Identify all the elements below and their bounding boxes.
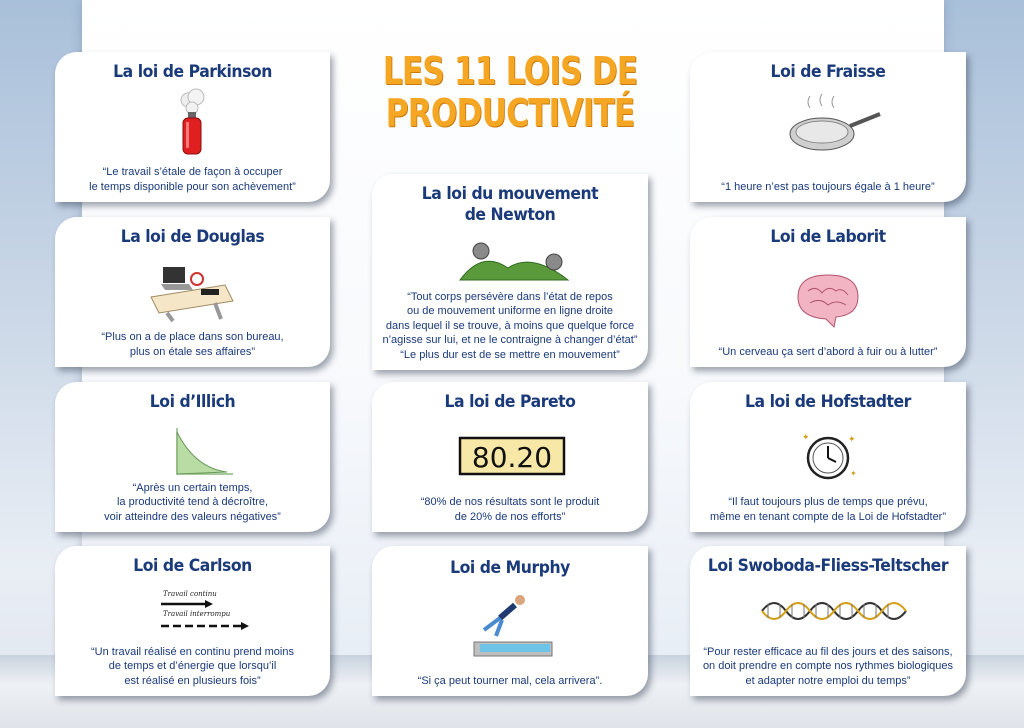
page-title-line1: LES 11 LOIS DE	[382, 49, 638, 93]
card-laborit	[690, 217, 966, 367]
svg-text:✦: ✦	[848, 434, 856, 444]
card-quote: “1 heure n’est pas toujours égale à 1 heure”	[721, 180, 935, 193]
clock-icon	[690, 426, 966, 486]
card-quote: “Pour rester efficace au fil des jours et des saisons, on doit prendre en compte nos rythmes biologiques et adapter notre emploi du temps”	[702, 645, 954, 687]
hills-boulders-icon	[372, 236, 648, 284]
card-title	[383, 184, 637, 226]
brain-icon	[690, 267, 966, 329]
card-title: Loi de Carlson	[133, 556, 252, 576]
card-carlson	[55, 546, 330, 696]
card-title: La loi de Parkinson	[113, 62, 272, 82]
card-illich	[55, 382, 330, 532]
card-murphy	[372, 546, 648, 696]
card-title: Loi de Murphy	[450, 558, 570, 578]
arrow-label-continu: Travail continu	[163, 590, 217, 598]
card-title-line1: La loi du mouvement	[421, 184, 599, 204]
card-quote: “Un cerveau ça sert d’abord à fuir ou à lutter”	[718, 345, 938, 358]
card-title: La loi de Douglas	[120, 227, 265, 247]
pareto-box-label: 80.20	[471, 441, 553, 474]
card-pareto	[372, 382, 648, 532]
card-parkinson	[55, 52, 330, 202]
card-hofstadter	[690, 382, 966, 532]
card-quote: “Il faut toujours plus de temps que prévu, même en tenant compte de la Loi de Hofstadter”	[709, 496, 947, 523]
frying-pan-icon	[690, 90, 966, 160]
card-fraisse	[690, 52, 966, 202]
card-newton	[372, 174, 648, 370]
card-quote: “80% de nos résultats sont le produit de 20% de nos efforts”	[420, 496, 600, 523]
card-quote: “Un travail réalisé en continu prend moins de temps et d’énergie que lorsqu’il est réalisé en plusieurs fois”	[91, 645, 294, 687]
card-quote: “Si ça peut tourner mal, cela arrivera”.	[417, 674, 603, 687]
dna-icon	[690, 592, 966, 630]
arrows-icon	[55, 584, 330, 640]
card-title: Loi de Laborit	[770, 227, 886, 247]
gas-bottle-icon	[55, 88, 330, 158]
card-title: La loi de Pareto	[444, 392, 576, 412]
card-title: La loi de Hofstadter	[745, 392, 911, 412]
card-title: Loi Swoboda-Fliess-Teltscher	[707, 556, 949, 576]
card-title-line2: de Newton	[464, 205, 556, 225]
page-title-line2: PRODUCTIVITÉ	[385, 91, 635, 135]
card-quote: “Le travail s’étale de façon à occuper le temps disponible pour son achèvement”	[89, 166, 296, 193]
card-douglas	[55, 217, 330, 367]
card-swoboda	[690, 546, 966, 696]
card-quote: “Tout corps persévère dans l’état de repos ou de mouvement uniforme en ligne droite dans lequel il se trouve, à moins que quelque force n’agisse sur lui, et ne le contraigne à changer d’état” “Le plus dur est de se mettre en mouvement”	[382, 290, 638, 361]
card-title: Loi de Fraisse	[770, 62, 886, 82]
page-title	[362, 50, 657, 134]
desk-icon	[55, 257, 330, 323]
card-quote: “Plus on a de place dans son bureau, plus on étale ses affaires”	[101, 331, 284, 358]
arrow-label-interrompu: Travail interrompu	[163, 610, 231, 618]
card-quote: “Après un certain temps, la productivité tend à décroître, voir atteindre des valeurs négatives”	[104, 481, 281, 523]
decreasing-curve-icon	[55, 422, 330, 482]
pareto-box-icon	[372, 434, 648, 478]
falling-man-icon	[372, 586, 648, 662]
svg-text:✦: ✦	[850, 469, 857, 478]
svg-text:✦: ✦	[802, 432, 810, 442]
card-title: Loi d’Illich	[149, 392, 236, 412]
